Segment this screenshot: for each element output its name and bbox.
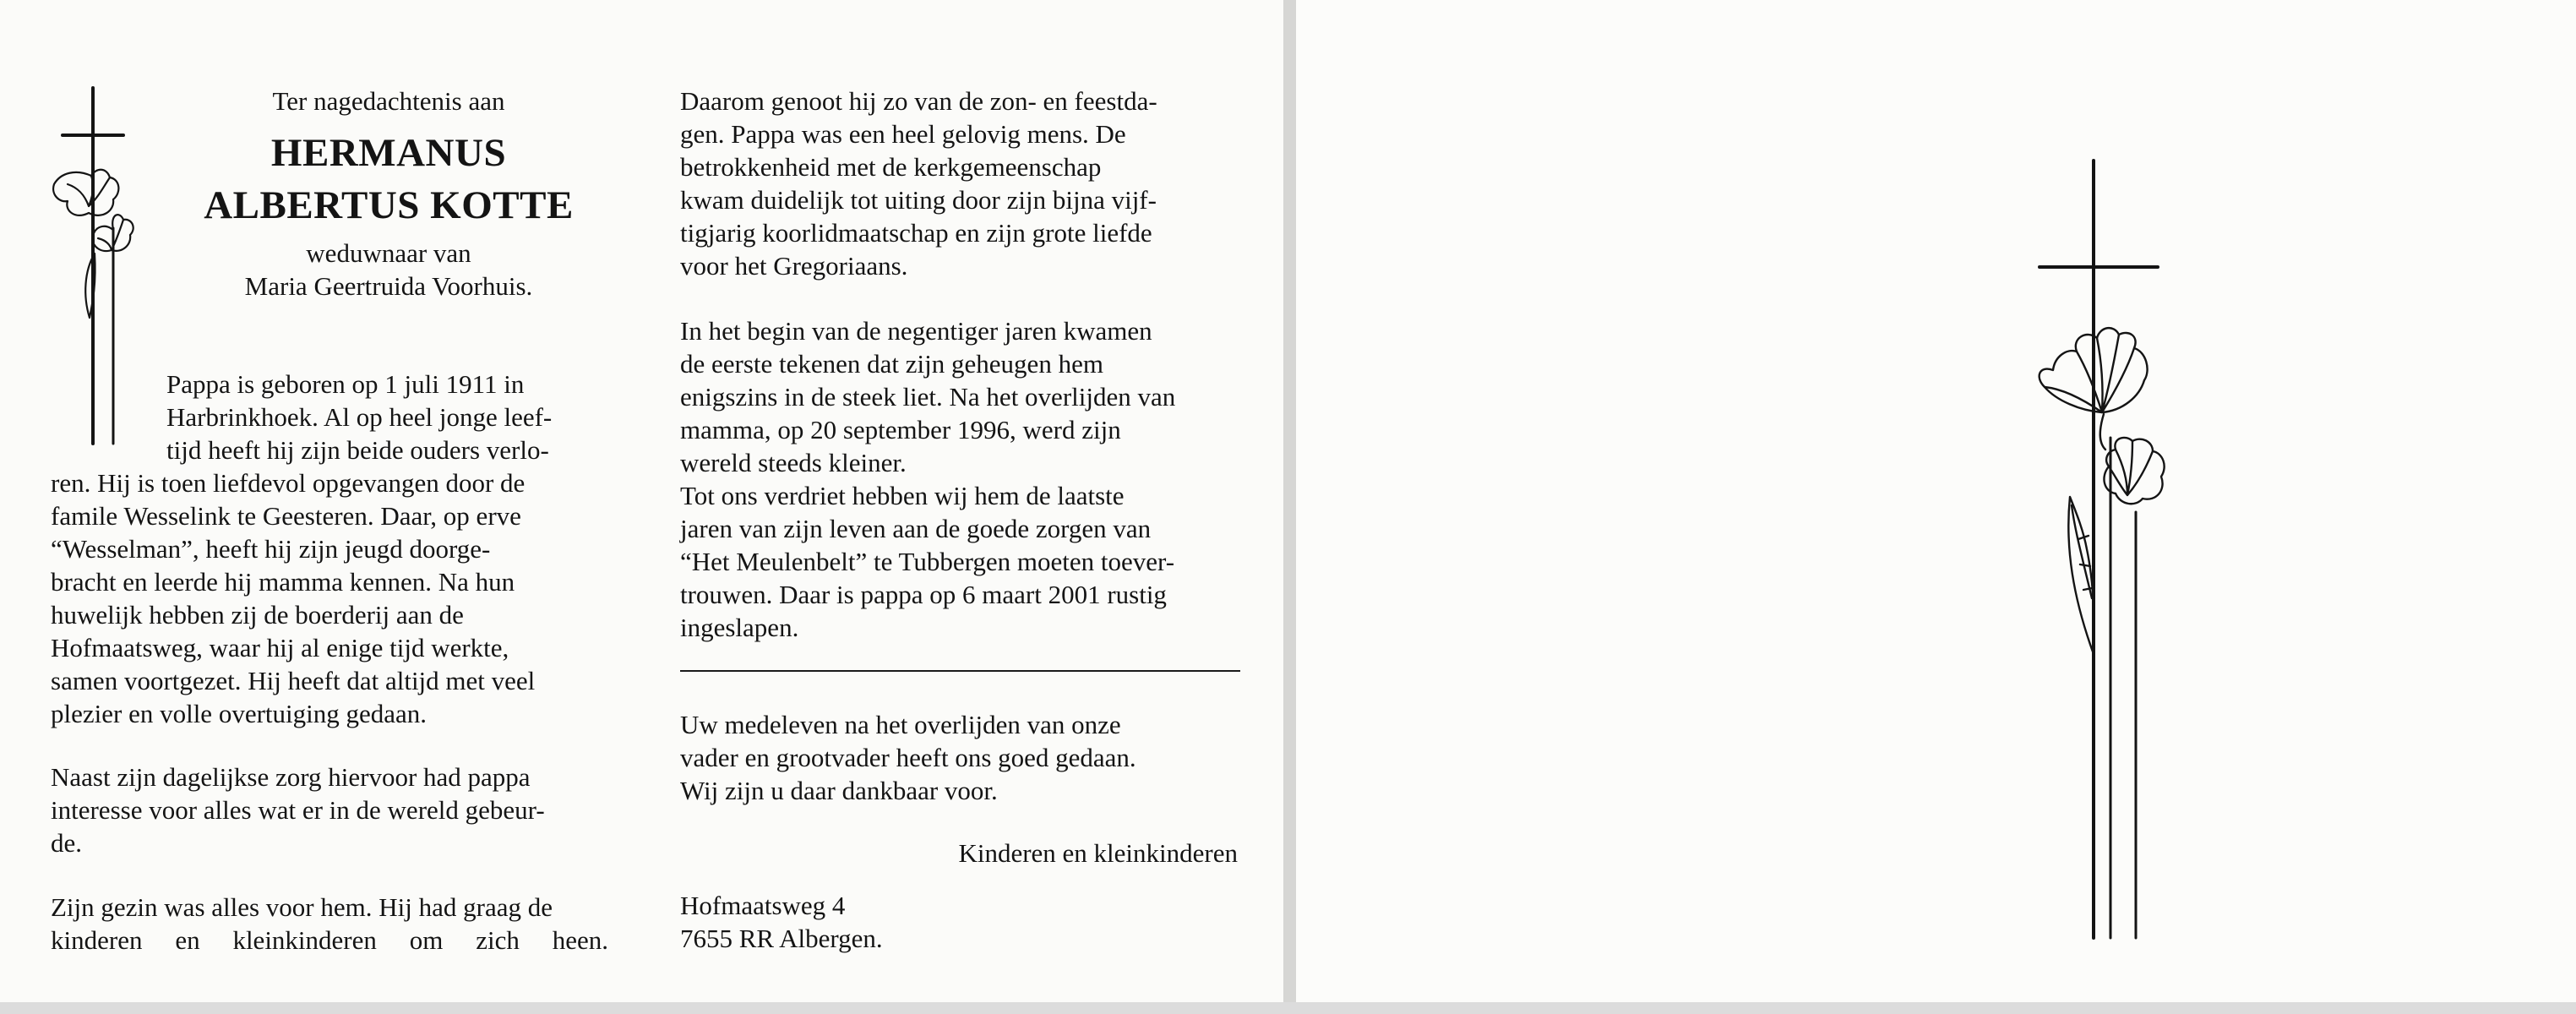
thanks-line: Uw medeleven na het overlijden van onze — [680, 710, 1121, 739]
bio-line: huwelijk hebben zij de boerderij aan de — [51, 600, 464, 630]
interests-line: interesse voor alles wat er in de wereld gebeur- — [51, 795, 545, 825]
relation-label: weduwnaar van — [306, 238, 471, 268]
bio-line: “Wesselman”, heeft hij zijn jeugd doorge- — [51, 534, 491, 564]
bio-line: plezier en volle overtuiging gedaan. — [51, 699, 428, 728]
family-line: kinderen en kleinkinderen om zich heen. — [51, 925, 608, 955]
bio-line: samen voortgezet. Hij heeft dat altijd met veel — [51, 666, 536, 695]
thanks-line: vader en grootvader heeft ons goed gedaan. — [680, 743, 1136, 772]
deceased-first-name: HERMANUS — [270, 131, 507, 175]
interests-line: Naast zijn dagelijkse zorg hiervoor had pappa — [51, 762, 531, 792]
cross-with-roses-icon — [2028, 159, 2197, 940]
bio-line: Pappa is geboren op 1 juli 1911 in — [166, 369, 525, 399]
bio-line: Hofmaatsweg, waar hij al enige tijd werkte, — [51, 633, 509, 662]
faith-line: Daarom genoot hij zo van de zon- en feestda- — [680, 86, 1157, 116]
bio-line: famile Wesselink te Geesteren. Daar, op erve — [51, 501, 521, 531]
faith-line: tigjarig koorlidmaatschap en zijn grote liefde — [680, 218, 1152, 248]
last-years-line: jaren van zijn leven aan de goede zorgen van — [680, 514, 1152, 543]
last-years-line: wereld steeds kleiner. — [680, 448, 907, 477]
interests-line: de. — [51, 828, 83, 858]
faith-line: voor het Gregoriaans. — [680, 251, 908, 281]
bio-line: ren. Hij is toen liefdevol opgevangen door de — [51, 468, 526, 498]
family-line: Zijn gezin was alles voor hem. Hij had graag de — [51, 892, 553, 922]
address-street: Hofmaatsweg 4 — [680, 891, 846, 920]
divider-line — [680, 670, 1240, 672]
signature: Kinderen en kleinkinderen — [958, 838, 1238, 868]
faith-line: gen. Pappa was een heel gelovig mens. De — [680, 119, 1126, 149]
cross-with-roses-icon — [42, 84, 169, 452]
bio-line: tijd heeft hij zijn beide ouders verlo- — [166, 435, 549, 465]
last-years-line: enigszins in de steek liet. Na het overlijden van — [680, 382, 1176, 412]
scan-edge — [0, 1002, 2576, 1014]
deceased-last-name: ALBERTUS KOTTE — [204, 183, 574, 227]
last-years-line: trouwen. Daar is pappa op 6 maart 2001 rustig — [680, 580, 1167, 609]
memorial-card-inner-pages — [0, 0, 1285, 1002]
faith-line: kwam duidelijk tot uiting door zijn bijna vijf- — [680, 185, 1157, 215]
memorial-card-cover — [1296, 0, 2576, 1002]
address-city: 7655 RR Albergen. — [680, 924, 883, 953]
thanks-line: Wij zijn u daar dankbaar voor. — [680, 776, 998, 805]
intro-line: Ter nagedachtenis aan — [272, 86, 505, 116]
last-years-line: mamma, op 20 september 1996, werd zijn — [680, 415, 1121, 444]
bio-line: Harbrinkhoek. Al op heel jonge leef- — [166, 402, 553, 432]
card-fold — [1283, 0, 1296, 1014]
last-years-line: ingeslapen. — [680, 613, 799, 642]
last-years-line: Tot ons verdriet hebben wij hem de laatste — [680, 481, 1125, 510]
bio-line: bracht en leerde hij mamma kennen. Na hun — [51, 567, 515, 597]
spouse-name: Maria Geertruida Voorhuis. — [244, 271, 533, 301]
last-years-line: In het begin van de negentiger jaren kwamen — [680, 316, 1152, 346]
last-years-line: de eerste tekenen dat zijn geheugen hem — [680, 349, 1103, 379]
last-years-line: “Het Meulenbelt” te Tubbergen moeten toever- — [680, 547, 1175, 576]
faith-line: betrokkenheid met de kerkgemeenschap — [680, 152, 1102, 182]
